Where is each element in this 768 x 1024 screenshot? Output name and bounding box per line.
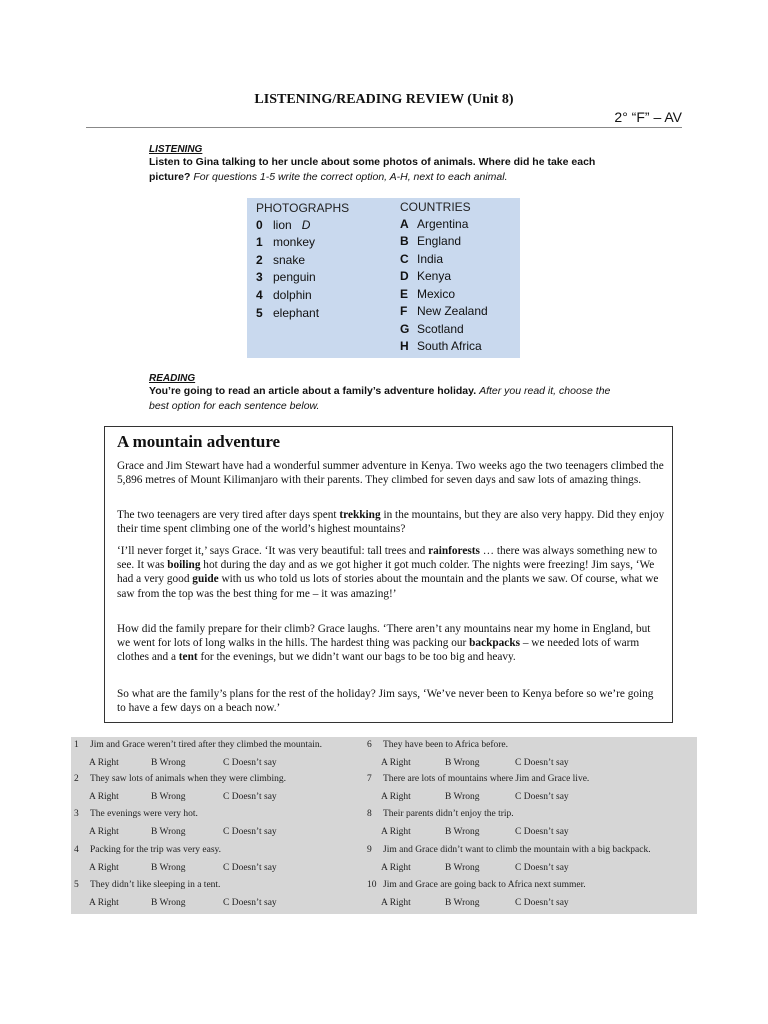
question-text: They didn’t like sleeping in a tent. (90, 880, 221, 890)
country-name: New Zealand (417, 304, 488, 318)
question-text: They have been to Africa before. (383, 740, 509, 750)
photo-row (256, 235, 315, 249)
keyword: rainforests (428, 545, 480, 557)
text-run: in the mountains, but they are also very happy. Did they enjoy their time spent climbing one of the world’s highest mountains? (117, 509, 665, 536)
country-row (400, 322, 464, 336)
question-number: 5 (74, 880, 79, 890)
country-letter: D (400, 269, 409, 283)
article-paragraph-2 (117, 508, 665, 536)
photo-num: 4 (256, 288, 263, 302)
option-a[interactable]: A Right (89, 758, 119, 768)
article-paragraph-1: Grace and Jim Stewart have had a wonderful summer adventure in Kenya. Two weeks ago the two teenagers climbed the 5,896 metres of Mount Kilimanjaro with their parents. They climbed for seven days and saw lots of amazing things. (117, 460, 664, 487)
text-run: – we needed lots of warm clothes and a (117, 637, 640, 664)
keyword: backpacks (469, 637, 520, 650)
listening-instructions (149, 155, 619, 185)
text-run: The two teenagers are very tired after days spent (117, 509, 340, 521)
option-b[interactable]: B Wrong (445, 898, 480, 908)
photo-animal: penguin (273, 270, 316, 284)
country-row (400, 217, 468, 231)
question-item (367, 845, 651, 855)
class-code: 2° “F” – AV (614, 109, 682, 125)
photo-num: 0 (256, 218, 263, 232)
option-a[interactable]: A Right (381, 758, 411, 768)
country-row (400, 234, 461, 248)
option-a[interactable]: A Right (381, 863, 411, 873)
page-title: LISTENING/READING REVIEW (Unit 8) (254, 92, 514, 107)
header-divider (86, 127, 682, 128)
photo-row (256, 218, 310, 232)
option-b[interactable]: B Wrong (151, 898, 186, 908)
option-a[interactable]: A Right (89, 827, 119, 837)
country-row (400, 252, 443, 266)
country-row (400, 304, 488, 318)
option-c[interactable]: C Doesn’t say (223, 758, 277, 768)
option-a[interactable]: A Right (381, 898, 411, 908)
question-item (367, 774, 589, 784)
country-row (400, 269, 451, 283)
option-c[interactable]: C Doesn’t say (515, 792, 569, 802)
keyword: guide (192, 573, 219, 586)
photographs-countries-table (247, 198, 520, 358)
reading-instr-note: After you read it, choose the best option for each sentence below. (149, 385, 611, 412)
question-item (367, 809, 514, 819)
photo-animal: lion (273, 218, 292, 232)
option-b[interactable]: B Wrong (151, 827, 186, 837)
country-name: India (417, 252, 444, 266)
countries-header: COUNTRIES (400, 200, 471, 214)
country-name: South Africa (417, 339, 482, 353)
question-item (74, 809, 198, 819)
question-text: Their parents didn’t enjoy the trip. (383, 809, 514, 819)
country-letter: G (400, 322, 410, 336)
questions-panel (71, 737, 697, 914)
reading-heading: READING (149, 373, 196, 384)
country-name: Argentina (417, 217, 469, 231)
question-number: 9 (367, 845, 372, 855)
article-paragraph-5: So what are the family’s plans for the rest of the holiday? Jim says, ‘We’ve never been to Kenya before so we’re going to have a few days on a beach now.’ (117, 688, 654, 715)
country-name: Scotland (417, 322, 464, 336)
photo-num: 1 (256, 235, 263, 249)
question-text: There are lots of mountains where Jim and Grace live. (383, 774, 590, 784)
option-a[interactable]: A Right (381, 827, 411, 837)
photo-row (256, 288, 312, 302)
question-number: 6 (367, 740, 372, 750)
text-run: ‘I’ll never forget it,’ says Grace. ‘It was very beautiful: tall trees and (117, 545, 429, 557)
photo-row (256, 253, 305, 267)
option-a[interactable]: A Right (89, 792, 119, 802)
text-run: with us who told us lots of stories about the mountain and the plants we saw. Of course, what we saw from the top was the best thing for me – it was amazing!’ (117, 573, 659, 600)
article-title: A mountain adventure (117, 432, 281, 451)
keyword: tent (178, 651, 198, 664)
option-c[interactable]: C Doesn’t say (515, 758, 569, 768)
photo-num: 2 (256, 253, 263, 267)
article-paragraph-3 (117, 544, 665, 601)
country-name: Mexico (417, 287, 456, 301)
option-b[interactable]: B Wrong (151, 792, 186, 802)
country-letter: H (400, 339, 409, 353)
question-number: 2 (74, 774, 79, 784)
question-item (74, 880, 220, 890)
question-item (74, 774, 286, 784)
option-a[interactable]: A Right (381, 792, 411, 802)
photo-row (256, 306, 319, 320)
country-letter: F (400, 304, 408, 318)
listening-instr-main: Listen to Gina talking to her uncle about some photos of animals. Where did he take each picture? (149, 156, 596, 183)
question-text: Jim and Grace are going back to Africa next summer. (383, 880, 586, 890)
text-run: How did the family prepare for their climb? Grace laughs. ‘There aren’t any mountains near my home in England, but we went for lots of long walks in the hills. The hardest thing was packing our (117, 623, 651, 650)
option-b[interactable]: B Wrong (445, 827, 480, 837)
option-c[interactable]: C Doesn’t say (223, 792, 277, 802)
photo-row (256, 270, 316, 284)
question-text: Jim and Grace weren’t tired after they climbed the mountain. (90, 740, 322, 750)
question-number: 3 (74, 809, 79, 819)
reading-instructions (149, 384, 619, 414)
reading-instr-main: You’re going to read an article about a family’s adventure holiday. (149, 385, 477, 397)
photo-animal: dolphin (273, 288, 312, 302)
country-name: Kenya (417, 269, 452, 283)
country-row (400, 339, 482, 353)
option-c[interactable]: C Doesn’t say (223, 863, 277, 873)
article-paragraph-4 (117, 622, 665, 665)
option-c[interactable]: C Doesn’t say (223, 827, 277, 837)
question-item (74, 845, 221, 855)
photo-num: 5 (256, 306, 263, 320)
question-number: 4 (74, 845, 79, 855)
option-b[interactable]: B Wrong (445, 758, 480, 768)
keyword: boiling (167, 559, 201, 572)
question-text: The evenings were very hot. (90, 809, 198, 819)
option-b[interactable]: B Wrong (151, 863, 186, 873)
question-number: 1 (74, 740, 79, 750)
option-c[interactable]: C Doesn’t say (515, 827, 569, 837)
photo-answer: D (301, 218, 311, 232)
option-a[interactable]: A Right (89, 898, 119, 908)
option-b[interactable]: B Wrong (445, 792, 480, 802)
country-name: England (417, 234, 462, 248)
option-c[interactable]: C Doesn’t say (515, 863, 569, 873)
photographs-header: PHOTOGRAPHS (256, 201, 350, 215)
question-text: They saw lots of animals when they were climbing. (90, 774, 287, 784)
article-box (104, 426, 673, 723)
country-letter: B (400, 234, 409, 248)
question-number: 10 (367, 880, 377, 890)
country-letter: A (400, 217, 409, 231)
question-item (367, 740, 508, 750)
listening-instr-note: For questions 1-5 write the correct option, A-H, next to each animal. (193, 171, 508, 183)
country-letter: E (400, 287, 409, 301)
photo-animal: monkey (273, 235, 316, 249)
photo-animal: snake (273, 253, 306, 267)
country-row (400, 287, 455, 301)
photo-num: 3 (256, 270, 263, 284)
question-text: Jim and Grace didn’t want to climb the mountain with a big backpack. (383, 845, 651, 855)
question-number: 7 (367, 774, 372, 784)
text-run: for the evenings, but we didn’t want our bags to be too big and heavy. (197, 651, 516, 664)
keyword: trekking (339, 509, 381, 521)
country-letter: C (400, 252, 409, 266)
photo-animal: elephant (273, 306, 320, 320)
question-text: Packing for the trip was very easy. (90, 845, 222, 855)
text-run: hot during the day and as we got higher it got much colder. The nights were freezing! Jim says, ‘We had a very good (117, 559, 655, 586)
text-run: … there was always something new to see. It was (117, 545, 658, 572)
option-b[interactable]: B Wrong (151, 758, 186, 768)
option-b[interactable]: B Wrong (445, 863, 480, 873)
option-c[interactable]: C Doesn’t say (515, 898, 569, 908)
listening-heading: LISTENING (149, 144, 203, 155)
question-number: 8 (367, 809, 372, 819)
question-item (74, 740, 322, 750)
option-c[interactable]: C Doesn’t say (223, 898, 277, 908)
option-a[interactable]: A Right (89, 863, 119, 873)
question-item (367, 880, 586, 890)
